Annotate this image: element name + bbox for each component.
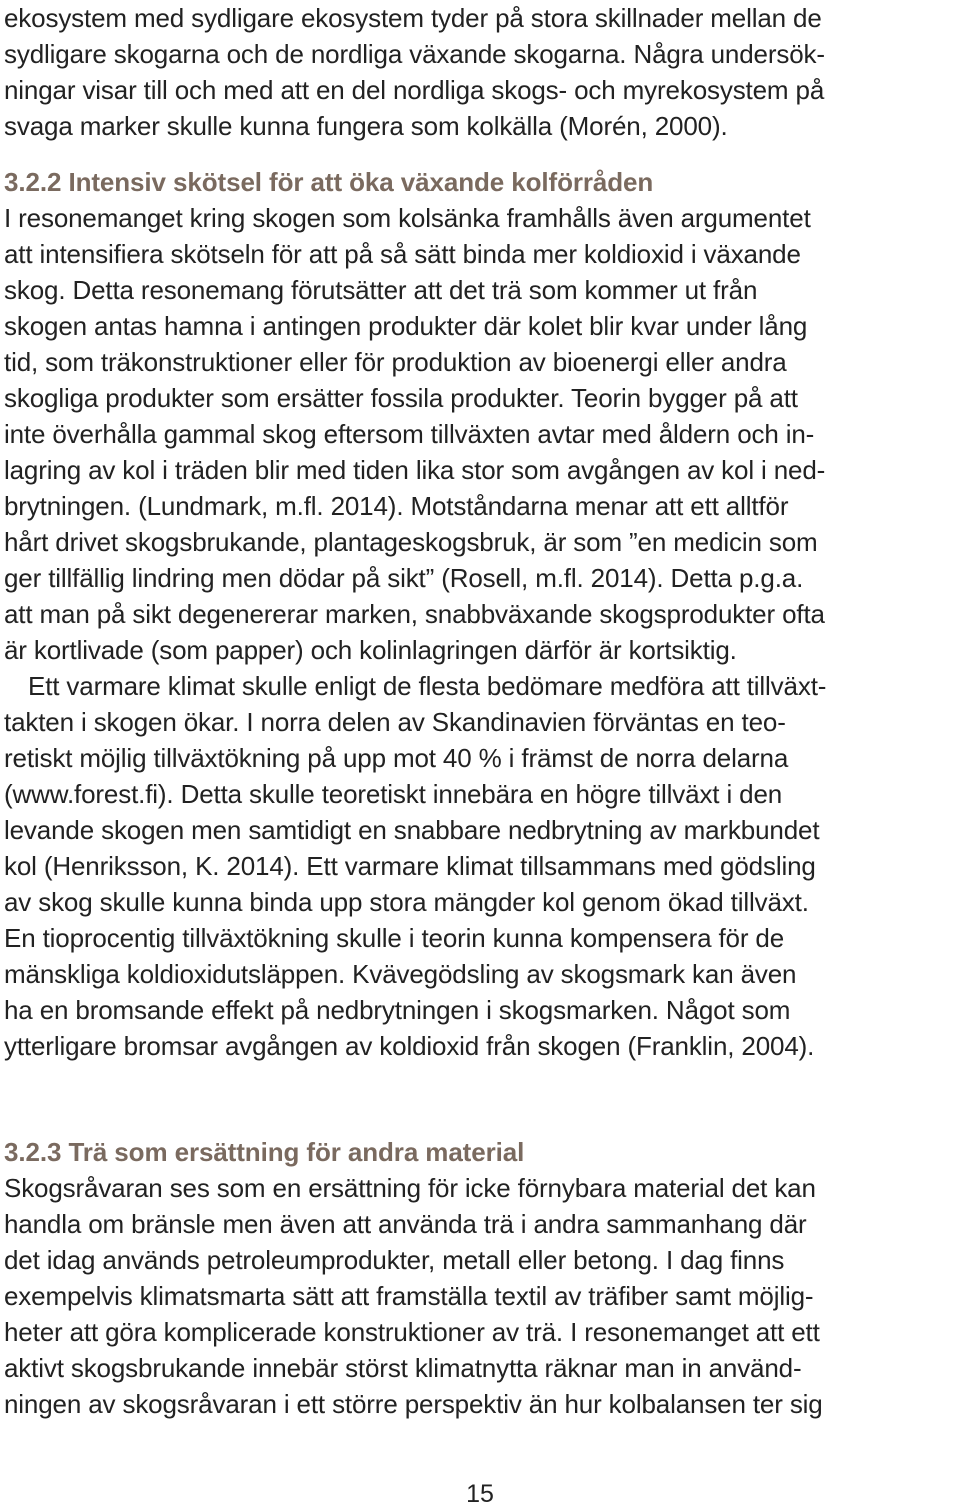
paragraph-line: I resonemanget kring skogen som kolsänka framhålls även argumentet <box>4 203 811 233</box>
paragraph-line: En tioprocentig tillväxtökning skulle i teorin kunna kompensera för de <box>4 923 785 953</box>
paragraph-line: lagring av kol i träden blir med tiden lika stor som avgången av kol i ned- <box>4 455 826 485</box>
intro-line: svaga marker skulle kunna fungera som kolkälla (Morén, 2000). <box>4 111 728 141</box>
paragraph-line: Skogsråvaran ses som en ersättning för icke förnybara material det kan <box>4 1173 816 1203</box>
paragraph-line: takten i skogen ökar. I norra delen av Skandinavien förväntas en teo- <box>4 707 786 737</box>
page-number: 15 <box>466 1480 494 1508</box>
paragraph-line: skogen antas hamna i antingen produkter där kolet blir kvar under lång <box>4 311 808 341</box>
paragraph-line: exempelvis klimatsmarta sätt att framställa textil av träfiber samt möjlig- <box>4 1281 814 1311</box>
paragraph-line: är kortlivade (som papper) och kolinlagringen därför är kortsiktig. <box>4 635 737 665</box>
paragraph-line: inte överhålla gammal skog eftersom tillväxten avtar med åldern och in- <box>4 419 815 449</box>
paragraph-line: det idag används petroleumprodukter, metall eller betong. I dag finns <box>4 1245 785 1275</box>
paragraph-line: kol (Henriksson, K. 2014). Ett varmare klimat tillsammans med gödsling <box>4 851 816 881</box>
intro-line: ekosystem med sydligare ekosystem tyder på stora skillnader mellan de <box>4 3 822 33</box>
paragraph-line: ningen av skogsråvaran i ett större perspektiv än hur kolbalansen ter sig <box>4 1389 823 1419</box>
paragraph-line: Ett varmare klimat skulle enligt de flesta bedömare medföra att tillväxt- <box>28 671 827 701</box>
paragraph-line: hårt drivet skogsbrukande, plantageskogsbruk, är som ”en medicin som <box>4 527 818 557</box>
paragraph-line: retiskt möjlig tillväxtökning på upp mot 40 % i främst de norra delarna <box>4 743 789 773</box>
paragraph-line: heter att göra komplicerade konstruktioner av trä. I resonemanget att ett <box>4 1317 820 1347</box>
paragraph-line: att man på sikt degenererar marken, snabbväxande skogsprodukter ofta <box>4 599 825 629</box>
paragraph-line: (www.forest.fi). Detta skulle teoretiskt innebära en högre tillväxt i den <box>4 779 783 809</box>
paragraph-line: att intensifiera skötseln för att på så sätt binda mer koldioxid i växande <box>4 239 801 269</box>
paragraph-line: tid, som träkonstruktioner eller för produktion av bioenergi eller andra <box>4 347 787 377</box>
paragraph-line: ha en bromsande effekt på nedbrytningen i skogsmarken. Något som <box>4 995 791 1025</box>
intro-line: ningar visar till och med att en del nordliga skogs- och myrekosystem på <box>4 75 825 105</box>
paragraph-line: brytningen. (Lundmark, m.fl. 2014). Motståndarna menar att ett alltför <box>4 491 789 521</box>
paragraph-line: av skog skulle kunna binda upp stora mängder kol genom ökad tillväxt. <box>4 887 809 917</box>
paragraph-line: mänskliga koldioxidutsläppen. Kvävegödsling av skogsmark kan även <box>4 959 797 989</box>
section-heading-3-2-3: 3.2.3 Trä som ersättning för andra material <box>4 1137 525 1167</box>
paragraph-line: aktivt skogsbrukande innebär störst klimatnytta räknar man in använd- <box>4 1353 802 1383</box>
paragraph-line: skogliga produkter som ersätter fossila produkter. Teorin bygger på att <box>4 383 798 413</box>
paragraph-line: ytterligare bromsar avgången av koldioxid från skogen (Franklin, 2004). <box>4 1031 815 1061</box>
paragraph-line: levande skogen men samtidigt en snabbare nedbrytning av markbundet <box>4 815 820 845</box>
intro-line: sydligare skogarna och de nordliga växande skogarna. Några undersök- <box>4 39 825 69</box>
section-heading-3-2-2: 3.2.2 Intensiv skötsel för att öka växande kolförråden <box>4 167 654 197</box>
paragraph-line: handla om bränsle men även att använda trä i andra sammanhang där <box>4 1209 807 1239</box>
paragraph-line: ger tillfällig lindring men dödar på sikt” (Rosell, m.fl. 2014). Detta p.g.a. <box>4 563 804 593</box>
paragraph-line: skog. Detta resonemang förutsätter att det trä som kommer ut från <box>4 275 758 305</box>
